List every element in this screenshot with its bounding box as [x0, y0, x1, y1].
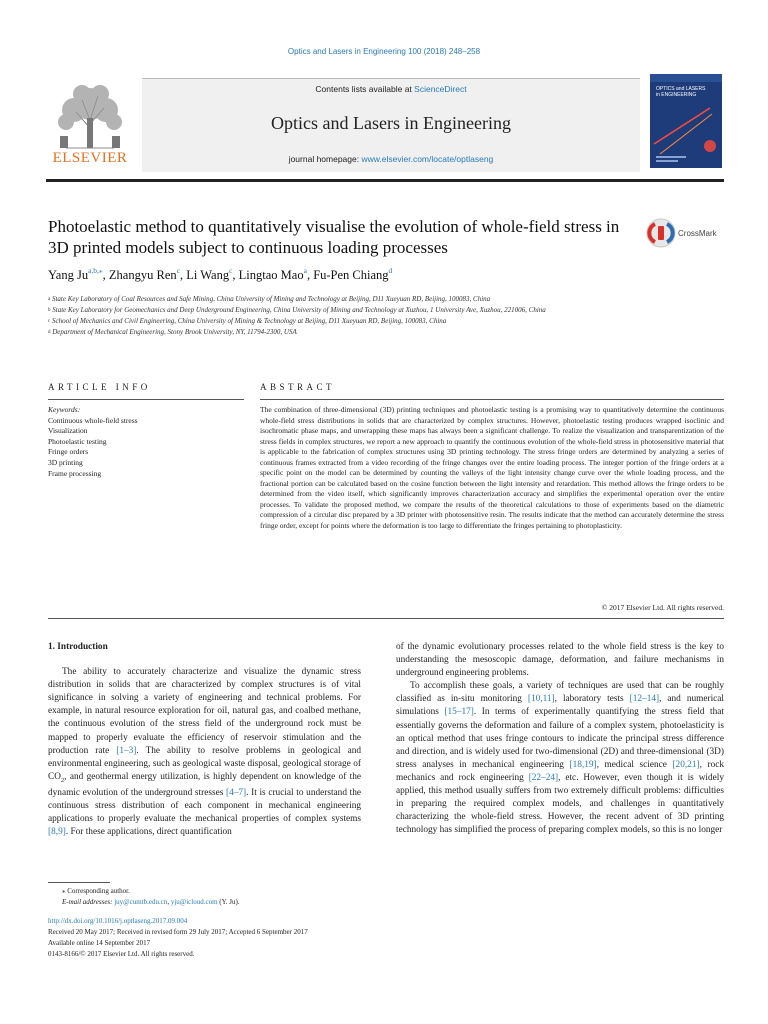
- article-info-heading: ARTICLE INFO: [48, 382, 151, 392]
- body-text: . It is crucial to understand the continuous stress distribution of each component in mechanical engineering applications to properly evaluate the mechanical properties of complex systems: [48, 787, 361, 824]
- body-text: , and numerical simulations: [396, 694, 724, 718]
- citation-link[interactable]: [8,9]: [48, 827, 66, 838]
- citation-link[interactable]: [22–24]: [528, 772, 559, 783]
- author[interactable]: [186, 268, 238, 282]
- article-info-divider: [48, 399, 244, 400]
- keyword-item: 3D printing: [48, 457, 83, 467]
- corresponding-author-note: ⁎ Corresponding author.: [62, 887, 130, 895]
- keyword-item: Frame processing: [48, 468, 102, 478]
- keyword-item: Continuous whole-field stress: [48, 415, 138, 425]
- cover-title-line2: in ENGINEERING: [656, 92, 697, 98]
- keyword-item: Photoelastic testing: [48, 436, 107, 446]
- author[interactable]: [313, 268, 392, 282]
- journal-name: Optics and Lasers in Engineering: [271, 113, 511, 133]
- affiliation-item: [48, 316, 618, 327]
- affiliation-item: [48, 327, 618, 338]
- paper-title: Photoelastic method to quantitatively visualise the evolution of whole-field stress in 3D printed models subject to continuous loading processes: [48, 217, 620, 257]
- journal-citation[interactable]: Optics and Lasers in Engineering 100 (2018) 248–258: [287, 47, 481, 56]
- body-paragraph: of the dynamic evolutionary processes related to the whole field stress is the key to understanding the mesoscopic damage, deformation, and failure mechanisms in underground engineering problems.: [396, 642, 724, 679]
- email-link[interactable]: yju@icloud.com: [170, 898, 218, 906]
- affiliation-mark: c: [48, 319, 51, 324]
- crossmark-button[interactable]: [646, 218, 726, 250]
- subscript: 2: [60, 776, 65, 784]
- body-text: , and geothermal energy utilization, is highly dependent on knowledge of the dynamic evolution of the underground stresses: [48, 771, 361, 798]
- email-link[interactable]: juy@cumtb.edu.cn: [114, 898, 168, 906]
- affiliation-mark: a: [48, 297, 51, 302]
- keyword-item: Fringe orders: [48, 447, 89, 457]
- author-name: Zhangyu Ren: [108, 268, 177, 282]
- author-separator: ,: [232, 268, 239, 282]
- keyword-item: Visualization: [48, 426, 88, 436]
- body-text: , medical science: [596, 759, 673, 770]
- affiliation-text: State Key Laboratory of Coal Resources and Safe Mining, China University of Mining and Technology at Beijing, D11 Xueyuan RD, Beijing, 100083, China: [51, 295, 491, 303]
- affiliation-text: State Key Laboratory for Geomechanics and Deep Underground Engineering, China University of Mining and Technology at Xuzhou, 1 University Ave, Xuzhou, 221006, China: [52, 306, 546, 314]
- affiliation-list: [48, 294, 618, 338]
- email-line: [48, 897, 728, 908]
- abstract-text: The combination of three-dimensional (3D) printing techniques and photoelastic testing is a promising way to quantitatively determine the continuous whole-field stress distributions in solids that are characterized by complex structures. However, photoelastic testing produces wrapped isoclinic and isochromatic phase maps, and unwrapping these maps has always been a significant challenge. To realize the visualization and transparentization of the stress fields in complex structures, we report a new approach to quantify the continuous evolution of the whole-field stress in photosensitive material that is applicable to the fabrication of complex structures using 3D printing technology. The stress fringe orders are determined by analyzing a series of continuous frames extracted from a video recording of the fringe changes over the entire loading process. The integer portion of the fringe orders at a specific point on the model can be determined by counting the valleys of the light intensity change curve over the whole loading process, and the fractional portion can be calculated based on the cosine function between the light intensity and retardation. This method allows the fringe orders to be determined from the video itself, which significantly improves characterization accuracy and simplifies the experimental operation over the entire processes. To validate the proposed method, we compare the results of the theoretical calculations to those of experiments based on the diametric compression of a circular disc prepared by a 3D printer with photosensitive resin. The results indicate that the method can accurately determine the stress fringe order, except for points where the deformation is too large to differentiate the fringes pertaining to photoplasticity.: [260, 405, 724, 530]
- affiliation-mark: d: [48, 330, 51, 335]
- body-text: . For these applications, direct quantification: [65, 827, 232, 838]
- cover-title: [656, 86, 705, 98]
- abstract-bottom-divider: [48, 618, 724, 619]
- citation-link[interactable]: [4–7]: [225, 787, 247, 798]
- citation-link[interactable]: [12–14]: [629, 694, 660, 705]
- email-label: E-mail addresses:: [62, 898, 115, 906]
- affiliation-item: [48, 294, 618, 305]
- author-separator: ,: [306, 268, 314, 282]
- journal-cover-image[interactable]: [650, 74, 722, 168]
- body-text: To accomplish these goals, a variety of techniques are used that can be roughly classified as in-situ monitoring: [396, 681, 724, 705]
- author-affiliation-mark[interactable]: c: [229, 266, 233, 275]
- available-online-date: Available online 14 September 2017: [48, 939, 151, 947]
- citation-link[interactable]: [20,21]: [672, 759, 700, 770]
- sciencedirect-link[interactable]: ScienceDirect: [414, 84, 467, 94]
- author[interactable]: [239, 268, 314, 282]
- author-separator: ,: [179, 268, 187, 282]
- received-dates: Received 20 May 2017; Received in revised form 29 July 2017; Accepted 6 September 2017: [48, 928, 308, 936]
- author-list: [48, 268, 728, 283]
- contents-prefix: Contents lists available at: [315, 84, 415, 94]
- cover-title-line1: OPTICS and LASERS: [656, 86, 706, 92]
- header-divider: [46, 179, 724, 182]
- author-name: Lingtao Mao: [238, 268, 304, 282]
- author-affiliation-mark[interactable]: d: [388, 266, 393, 275]
- affiliation-text: School of Mechanics and Civil Engineering, China University of Mining & Technology at Beijing, D11 Xueyuan RD, Beijing, 100083, China: [51, 317, 447, 325]
- affiliation-mark: b: [48, 308, 51, 313]
- body-paragraph: [48, 666, 361, 839]
- body-text: . In terms of experimentally quantifying the stress field that essentially governs the deformation and failure of a complex system, photoelasticity is an optical method that uses fringe contours to indicate the principal stress difference and direction, and is widely used for two-dimensional (2D) and three-dimensional (3D) stress analyses in mechanical engineering: [396, 707, 724, 770]
- author-affiliation-mark[interactable]: a,b,⁎: [88, 266, 103, 275]
- author[interactable]: [109, 268, 186, 282]
- author-separator: ,: [102, 268, 109, 282]
- footnote-spacer: [48, 908, 728, 916]
- issn-copyright: 0143-8166/© 2017 Elsevier Ltd. All rights reserved.: [48, 950, 195, 958]
- affiliation-text: Department of Mechanical Engineering, Stony Brook University, NY, 11794-2300, USA: [52, 328, 297, 336]
- section-heading-introduction: 1. Introduction: [48, 642, 108, 652]
- abstract-divider: [260, 399, 724, 400]
- affiliation-item: [48, 305, 618, 316]
- footnote-divider: [48, 882, 110, 883]
- author[interactable]: [48, 268, 109, 282]
- contents-available-line: [142, 84, 640, 94]
- body-column-right: [396, 641, 724, 837]
- body-text: , etc. However, even though it is widely applied, this method usually suffers from two extremely difficult problems: difficulties in preparing the required complex models, and challenges in quantitatively characterizing the whole-field stress. However, the recent advent of 3D printing technology has simplified the process of preparing complex models, so this is no longer: [396, 772, 725, 836]
- body-column-left: [48, 641, 361, 839]
- footnotes: [48, 886, 728, 960]
- keywords-block: [48, 405, 244, 479]
- author-name: Yang Ju: [48, 268, 89, 282]
- body-text: The ability to accurately characterize and visualize the dynamic stress distribution in solids that are characterized by complex structures is of vital significance in solving a variety of engineering and technical problems. For example, in natural resource exploration for oil, natural gas, and coalbed methane, the continuous evolution of the stress field of the underground rock must be mapped to properly evaluate the efficiency of reservoir stimulation and the production rate: [48, 667, 361, 756]
- abstract-heading: ABSTRACT: [260, 382, 336, 392]
- homepage-prefix: journal homepage:: [288, 154, 362, 164]
- citation-link[interactable]: [18,19]: [569, 759, 597, 770]
- keywords-title: Keywords:: [48, 405, 81, 414]
- author-name: Fu-Pen Chiang: [313, 268, 389, 282]
- body-paragraph: [396, 680, 724, 837]
- author-name: Li Wang: [186, 268, 230, 282]
- doi-link[interactable]: http://dx.doi.org/10.1016/j.optlaseng.2017.09.004: [48, 917, 188, 925]
- citation-link[interactable]: [15–17]: [444, 707, 474, 718]
- citation-link[interactable]: [10,11]: [527, 694, 555, 705]
- journal-homepage-line: [142, 154, 640, 164]
- crossmark-label: CrossMark: [678, 229, 717, 238]
- body-text: , laboratory tests: [554, 694, 630, 705]
- citation-link[interactable]: [1–3]: [116, 745, 137, 756]
- email-suffix: (Y. Ju).: [217, 898, 240, 906]
- journal-homepage-link[interactable]: www.elsevier.com/locate/optlaseng: [361, 154, 494, 164]
- author-affiliation-mark[interactable]: a: [303, 266, 307, 275]
- elsevier-wordmark: ELSEVIER: [52, 150, 128, 166]
- crossmark-icon: [646, 218, 676, 248]
- email-separator: ,: [167, 898, 171, 906]
- body-text: . The ability to resolve problems in geological and environmental engineering, such as geological waste disposal, geological storage of CO: [48, 745, 362, 782]
- abstract-copyright: © 2017 Elsevier Ltd. All rights reserved.: [601, 603, 724, 612]
- author-affiliation-mark[interactable]: c: [176, 266, 180, 275]
- elsevier-logo[interactable]: [46, 78, 134, 170]
- body-text: , rock mechanics and rock engineering: [396, 759, 724, 783]
